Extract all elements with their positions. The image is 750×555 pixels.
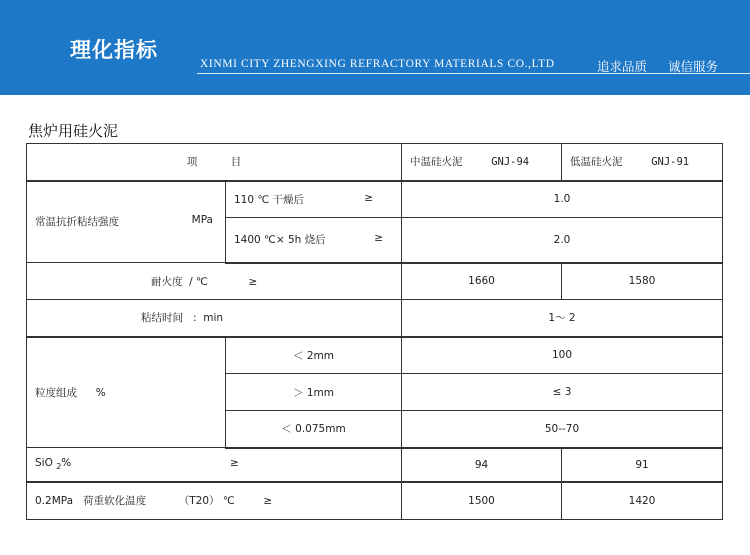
load-softening-v1: 1500 bbox=[402, 482, 562, 520]
spec-table bbox=[26, 143, 723, 520]
granularity-label: 粒度组成 bbox=[35, 386, 77, 399]
header-col2 bbox=[562, 144, 723, 181]
bond-cond2-cell bbox=[226, 218, 402, 263]
granularity-label-cell bbox=[27, 337, 226, 448]
bond-strength-label-cell bbox=[27, 181, 226, 263]
bond-cond2: 1400 ℃× 5h 烧后 bbox=[234, 234, 326, 247]
table-row bbox=[27, 448, 723, 482]
bond-cond2-op: ≥ bbox=[374, 232, 384, 245]
header-col2-code: GNJ-91 bbox=[651, 156, 690, 169]
granularity-r1-value: 100 bbox=[402, 337, 723, 374]
load-softening-v2: 1420 bbox=[562, 482, 723, 520]
product-title: 焦炉用硅火泥 bbox=[28, 122, 119, 140]
slogan-quality: 追求品质 bbox=[597, 59, 648, 74]
sio2-subscript: 2 bbox=[56, 462, 62, 472]
bond-strength-label: 常温抗折粘结强度 bbox=[35, 216, 119, 229]
load-softening-cond: （T20） ℃ bbox=[178, 495, 235, 508]
table-row bbox=[27, 337, 723, 374]
granularity-r1: ＜ 2mm bbox=[226, 337, 402, 374]
sio2-v2: 91 bbox=[562, 448, 723, 482]
bond-cond1-op: ≥ bbox=[364, 191, 374, 204]
bonding-time-value: 1～ 2 bbox=[402, 300, 723, 337]
granularity-unit: % bbox=[95, 386, 106, 399]
refractoriness-v2: 1580 bbox=[562, 263, 723, 300]
refractoriness-label: 耐火度 / ℃ bbox=[151, 275, 208, 288]
sio2-op: ≥ bbox=[229, 457, 239, 470]
bond-cond1-cell bbox=[226, 181, 402, 218]
header-banner bbox=[0, 0, 750, 95]
sio2-unit: % bbox=[61, 457, 72, 470]
table-row bbox=[27, 300, 723, 337]
table-row bbox=[27, 263, 723, 300]
company-name: XINMI CITY ZHENGXING REFRACTORY MATERIALS CO.,LTD bbox=[200, 58, 555, 70]
load-softening-cell bbox=[27, 482, 402, 520]
refractoriness-op: ≥ bbox=[248, 275, 258, 288]
granularity-r3: ＜ 0.075mm bbox=[226, 411, 402, 448]
granularity-r3-value: 50--70 bbox=[402, 411, 723, 448]
bond-cond1: 110 ℃ 干燥后 bbox=[234, 193, 305, 206]
header-col1-name: 中温硅火泥 bbox=[410, 156, 463, 169]
table-row bbox=[27, 482, 723, 520]
bond-cond1-value: 1.0 bbox=[402, 181, 723, 218]
table-row bbox=[27, 181, 723, 218]
header-col1-code: GNJ-94 bbox=[491, 156, 530, 169]
header-col1 bbox=[402, 144, 562, 181]
header-item: 项 目 bbox=[27, 144, 402, 181]
sio2-label: SiO bbox=[35, 457, 53, 470]
bond-cond2-value: 2.0 bbox=[402, 218, 723, 263]
bonding-time-label: 粘结时间 : min bbox=[27, 300, 402, 337]
header-col2-name: 低温硅火泥 bbox=[570, 156, 623, 169]
load-softening-op: ≥ bbox=[263, 495, 273, 508]
bond-strength-unit: MPa bbox=[191, 214, 213, 227]
refractoriness-v1: 1660 bbox=[402, 263, 562, 300]
table-header-row bbox=[27, 144, 723, 181]
sio2-v1: 94 bbox=[402, 448, 562, 482]
load-softening-label: 0.2MPa 荷重软化温度 bbox=[35, 495, 147, 508]
sio2-cell bbox=[27, 448, 402, 482]
refractoriness-cell bbox=[27, 263, 402, 300]
granularity-r2-value: ≤ 3 bbox=[402, 374, 723, 411]
granularity-r2: ＞ 1mm bbox=[226, 374, 402, 411]
page-title: 理化指标 bbox=[70, 38, 158, 62]
slogan-service: 诚信服务 bbox=[668, 59, 719, 74]
